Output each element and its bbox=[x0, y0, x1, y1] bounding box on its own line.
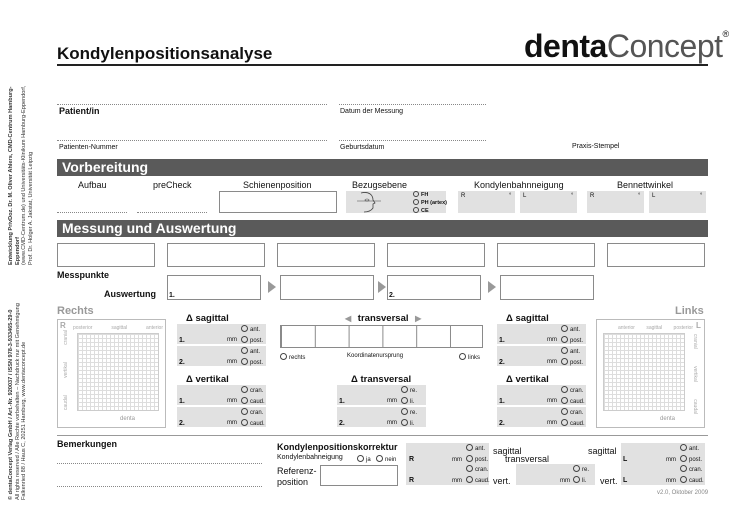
bennett-label: Bennettwinkel bbox=[617, 180, 674, 190]
eval-3-num: 2. bbox=[389, 292, 395, 299]
kondylen-l-deg: ° bbox=[571, 193, 574, 199]
korr-ref-box[interactable] bbox=[320, 465, 398, 486]
left-sag-1-post-radio[interactable] bbox=[561, 336, 568, 343]
right-vert-2-caud-radio[interactable] bbox=[241, 419, 248, 426]
left-vert-2-cran-radio[interactable] bbox=[561, 408, 568, 415]
right-sag-2-post-radio[interactable] bbox=[241, 358, 248, 365]
left-sag-2-post[interactable] bbox=[561, 358, 583, 366]
center-trans-2-num: 2. bbox=[339, 420, 345, 427]
measure-box-2[interactable] bbox=[167, 243, 265, 267]
korr-r-caud-radio[interactable] bbox=[466, 476, 473, 483]
grid-r-logo: denta bbox=[120, 416, 136, 422]
links-option[interactable] bbox=[459, 353, 480, 361]
korr-trans-re-radio[interactable] bbox=[573, 465, 580, 472]
korr-kbn-label: Kondylenbahneigung bbox=[277, 454, 343, 461]
kondylen-l-field[interactable] bbox=[520, 191, 577, 213]
right-sag-1-post-label: post. bbox=[250, 338, 264, 344]
measure-box-5[interactable] bbox=[497, 243, 595, 267]
center-trans-2-re-label: re. bbox=[410, 410, 418, 416]
grid-l-caudal: caudal bbox=[692, 399, 698, 414]
right-sag-1-post-radio[interactable] bbox=[241, 336, 248, 343]
left-sag-1-post-label: post. bbox=[570, 338, 584, 344]
bennett-r-field[interactable] bbox=[587, 191, 644, 213]
grid-r-letter: R bbox=[60, 321, 66, 330]
right-vert-1-caud[interactable] bbox=[241, 397, 265, 405]
left-vert-1-caud[interactable] bbox=[561, 397, 585, 405]
left-vert-1-mm: mm bbox=[547, 398, 557, 404]
face-profile-icon bbox=[355, 191, 383, 213]
precheck-label: preCheck bbox=[153, 180, 192, 190]
korr-sag-label-r: sagittal bbox=[493, 446, 522, 456]
left-vert-1-cran-label: cran. bbox=[570, 388, 584, 394]
center-trans-title: Δ transversal bbox=[351, 374, 412, 385]
birth-label: Geburtsdatum bbox=[340, 144, 385, 151]
korr-sag-label-l: sagittal bbox=[588, 446, 617, 456]
left-vert-1-caud-radio[interactable] bbox=[561, 397, 568, 404]
grid-r-cranial: cranial bbox=[63, 330, 69, 345]
trans-right-arrow-icon: ▶ bbox=[415, 314, 422, 323]
grid-r-side-label bbox=[63, 330, 69, 410]
right-sag-1-mm: mm bbox=[227, 337, 237, 343]
right-vert-1-cran[interactable] bbox=[241, 386, 263, 394]
left-vert-2-caud[interactable] bbox=[561, 419, 585, 427]
links-radio[interactable] bbox=[459, 353, 466, 360]
korr-l-cran[interactable] bbox=[680, 465, 702, 473]
left-sag-2-post-radio[interactable] bbox=[561, 358, 568, 365]
korr-ref-2: position bbox=[277, 477, 309, 487]
brand-logo-b: Concept bbox=[606, 28, 723, 64]
korr-transversal-label: transversal bbox=[505, 454, 550, 464]
bezug-label: Bezugsebene bbox=[352, 180, 408, 190]
korr-l-post-label: post. bbox=[689, 457, 703, 463]
korr-nein-option[interactable] bbox=[376, 455, 396, 463]
links-option-label: links bbox=[468, 355, 481, 361]
right-sag-2-ant[interactable] bbox=[241, 347, 260, 355]
fh-option[interactable] bbox=[413, 191, 428, 199]
right-sag-1-ant-radio[interactable] bbox=[241, 325, 248, 332]
korr-ja-label: ja bbox=[366, 457, 371, 463]
left-vert-2-num: 2. bbox=[499, 420, 505, 427]
korr-r-ant[interactable] bbox=[466, 444, 485, 452]
measure-box-6[interactable] bbox=[607, 243, 705, 267]
left-sag-1-num: 1. bbox=[499, 337, 505, 344]
fh-radio[interactable] bbox=[413, 191, 419, 197]
korr-vert-label-l: vert. bbox=[600, 476, 618, 486]
right-vert-1-cran-label: cran. bbox=[250, 388, 264, 394]
rechts-option-label: rechts bbox=[289, 355, 306, 361]
left-vert-1-num: 1. bbox=[499, 398, 505, 405]
left-sag-2-mm: mm bbox=[547, 359, 557, 365]
aufbau-label: Aufbau bbox=[78, 180, 107, 190]
left-sag-1-ant[interactable] bbox=[561, 325, 580, 333]
brand-logo-a: denta bbox=[524, 28, 607, 64]
side-development bbox=[8, 65, 34, 265]
grid-r-vertikal: vertikal bbox=[63, 362, 69, 378]
page-title: Kondylenpositionsanalyse bbox=[57, 44, 273, 63]
kondylen-l-letter: L bbox=[523, 193, 527, 199]
rechts-radio[interactable] bbox=[280, 353, 287, 360]
korr-l-ant-radio[interactable] bbox=[680, 444, 687, 451]
side-line-6: Falkenried 88 / Haus C, 20251 Hamburg, www.dentaconcept.de bbox=[21, 341, 28, 500]
stamp-label: Praxis-Stempel bbox=[572, 143, 620, 150]
right-sag-1-num: 1. bbox=[179, 337, 185, 344]
left-sag-2-ant[interactable] bbox=[561, 347, 580, 355]
ce-radio[interactable] bbox=[413, 207, 419, 213]
korr-l-cran-radio[interactable] bbox=[680, 465, 687, 472]
side-line-2: (www.CMD-Centrum.de) und Universitäts-Klinikum Hamburg-Eppendorf, bbox=[21, 85, 28, 265]
left-vert-1-cran[interactable] bbox=[561, 386, 583, 394]
transversal-scale bbox=[280, 325, 483, 348]
eval-box-4[interactable] bbox=[500, 275, 594, 300]
trans-left-arrow-icon: ◀ bbox=[345, 314, 352, 323]
links-label: Links bbox=[675, 305, 704, 317]
eval-box-2[interactable] bbox=[280, 275, 374, 300]
right-vert-2-cran-radio[interactable] bbox=[241, 408, 248, 415]
koord-label: Koordinatenursprung bbox=[347, 353, 404, 359]
left-vert-title: Δ vertikal bbox=[506, 374, 549, 385]
eval-box-3[interactable] bbox=[387, 275, 481, 300]
ph-option[interactable] bbox=[413, 199, 447, 207]
left-sag-2-post-label: post. bbox=[570, 360, 584, 366]
right-sag-2-num: 2. bbox=[179, 359, 185, 366]
center-trans-1-num: 1. bbox=[339, 398, 345, 405]
patient-line[interactable] bbox=[57, 104, 327, 105]
center-trans-1-re-label: re. bbox=[410, 388, 418, 394]
center-trans-2-li[interactable] bbox=[401, 419, 414, 427]
right-sag-2-post[interactable] bbox=[241, 358, 263, 366]
grid-l-logo: denta bbox=[660, 416, 676, 422]
right-sag-1-ant[interactable] bbox=[241, 325, 260, 333]
right-vert-1-cran-radio[interactable] bbox=[241, 386, 248, 393]
ce-option[interactable] bbox=[413, 207, 429, 215]
measure-box-4[interactable] bbox=[387, 243, 485, 267]
right-vert-2-cran-label: cran. bbox=[250, 410, 264, 416]
right-sag-2-mm: mm bbox=[227, 359, 237, 365]
center-trans-2-li-radio[interactable] bbox=[401, 419, 408, 426]
side-line-3: Prof. Dr. Holger A. Jakstat, Universität Leipzig bbox=[27, 151, 34, 265]
grid-l-letter: L bbox=[696, 321, 701, 330]
grid-l-vertikal: vertikal bbox=[692, 366, 698, 382]
grid-r-mesh bbox=[77, 333, 159, 411]
grid-r-caudal: caudal bbox=[63, 395, 69, 410]
center-trans-1-re-radio[interactable] bbox=[401, 386, 408, 393]
korr-nein-radio[interactable] bbox=[376, 455, 383, 462]
korr-r-sag-letter: R bbox=[409, 456, 415, 463]
left-vert-2-caud-radio[interactable] bbox=[561, 419, 568, 426]
ce-label: CE bbox=[421, 208, 429, 214]
section-vorbereitung: Vorbereitung bbox=[57, 159, 708, 176]
grid-l-anterior: anterior bbox=[618, 325, 635, 331]
korr-r-caud[interactable] bbox=[466, 476, 490, 484]
birth-line[interactable] bbox=[339, 140, 486, 141]
left-vert-1-caud-label: caud. bbox=[570, 399, 585, 405]
korr-r-cran[interactable] bbox=[466, 465, 488, 473]
korr-trans-mm: mm bbox=[560, 478, 570, 484]
kondylen-r-letter: R bbox=[461, 193, 466, 199]
korr-vert-label-r: vert. bbox=[493, 476, 511, 486]
transversal-title bbox=[345, 314, 421, 324]
korr-l-vert-letter: L bbox=[623, 477, 628, 484]
korr-title: Kondylenpositionskorrektur bbox=[277, 442, 398, 452]
section-messung: Messung und Auswertung bbox=[57, 220, 708, 237]
bennett-l-deg: ° bbox=[700, 193, 703, 199]
korr-trans-li-label: li. bbox=[582, 478, 587, 484]
schiene-label: Schienenposition bbox=[243, 180, 312, 190]
bemerkungen-label: Bemerkungen bbox=[57, 439, 118, 449]
bemerkungen-line-1[interactable] bbox=[57, 463, 262, 464]
ph-label: PH (artex) bbox=[421, 200, 447, 206]
grid-l-posterior: posterior bbox=[673, 325, 693, 331]
korr-r-cran-radio[interactable] bbox=[466, 465, 473, 472]
right-sag-1-post[interactable] bbox=[241, 336, 263, 344]
right-vert-1-num: 1. bbox=[179, 398, 185, 405]
korr-trans-li[interactable] bbox=[573, 476, 586, 484]
rechts-option[interactable] bbox=[280, 353, 305, 361]
brand-reg: ® bbox=[722, 29, 729, 39]
arrow-right-icon bbox=[378, 281, 386, 293]
right-sag-1-ant-label: ant. bbox=[250, 327, 261, 333]
center-trans-1-re[interactable] bbox=[401, 386, 417, 394]
center-trans-2-re[interactable] bbox=[401, 408, 417, 416]
center-trans-1-li-label: li. bbox=[410, 399, 415, 405]
left-sag-1-ant-label: ant. bbox=[570, 327, 581, 333]
left-sag-1-mm: mm bbox=[547, 337, 557, 343]
left-sag-1-ant-radio[interactable] bbox=[561, 325, 568, 332]
center-trans-2-mm: mm bbox=[387, 420, 397, 426]
left-vert-2-cran[interactable] bbox=[561, 408, 583, 416]
left-vert-2-caud-label: caud. bbox=[570, 421, 585, 427]
korr-r-caud-label: caud. bbox=[475, 478, 490, 484]
grid-r-anterior: anterior bbox=[146, 325, 163, 331]
auswertung-label: Auswertung bbox=[104, 289, 157, 299]
korr-r-ant-label: ant. bbox=[475, 446, 486, 452]
bennett-l-field[interactable] bbox=[649, 191, 706, 213]
korr-trans-li-radio[interactable] bbox=[573, 476, 580, 483]
arrow-right-icon bbox=[268, 281, 276, 293]
korr-trans-re[interactable] bbox=[573, 465, 589, 473]
measure-box-1[interactable] bbox=[57, 243, 155, 267]
grid-r-posterior: posterior bbox=[73, 325, 93, 331]
korr-ja-option[interactable] bbox=[357, 455, 371, 463]
bennett-r-deg: ° bbox=[638, 193, 641, 199]
right-vert-1-caud-label: caud. bbox=[250, 399, 265, 405]
right-sag-2-post-label: post. bbox=[250, 360, 264, 366]
date-line[interactable] bbox=[339, 104, 486, 105]
bemerkungen-line-2[interactable] bbox=[57, 486, 262, 487]
left-sag-title: Δ sagittal bbox=[506, 313, 549, 324]
kondylen-r-field[interactable] bbox=[458, 191, 515, 213]
korr-l-caud-label: caud. bbox=[689, 478, 704, 484]
side-line-1: Entwicklung PrivDoz. Dr. M. Oliver Ahlers, CMD-Centrum Hamburg-Eppendorf bbox=[8, 86, 21, 265]
korr-l-post-radio[interactable] bbox=[680, 455, 687, 462]
messpunkte-label: Messpunkte bbox=[57, 270, 110, 280]
korr-r-cran-label: cran. bbox=[475, 467, 489, 473]
center-trans-1-mm: mm bbox=[387, 398, 397, 404]
korr-r-sag-mm: mm bbox=[452, 457, 462, 463]
version-label: v2.0, Oktober 2009 bbox=[657, 490, 709, 496]
grid-l-cranial: cranial bbox=[692, 334, 698, 349]
korr-r-vert-letter: R bbox=[409, 477, 415, 484]
left-sag-1-post[interactable] bbox=[561, 336, 583, 344]
fh-label: FH bbox=[421, 192, 429, 198]
side-line-5: All rights reserved / Alle Rechte vorbehalten – Nachdruck nur mit Genehmigung bbox=[14, 303, 21, 500]
kondylen-label: Kondylenbahnneigung bbox=[474, 180, 564, 190]
eval-1-num: 1. bbox=[169, 292, 175, 299]
eval-box-1[interactable] bbox=[167, 275, 261, 300]
grid-r-top-label bbox=[73, 325, 163, 331]
korr-r-vert-mm: mm bbox=[452, 478, 462, 484]
left-sag-2-ant-label: ant. bbox=[570, 349, 581, 355]
left-vert-2-cran-label: cran. bbox=[570, 410, 584, 416]
korr-r-post[interactable] bbox=[466, 455, 488, 463]
right-sag-2-ant-radio[interactable] bbox=[241, 347, 248, 354]
center-trans-1-li[interactable] bbox=[401, 397, 414, 405]
right-vert-2-caud[interactable] bbox=[241, 419, 265, 427]
korr-l-sag-letter: L bbox=[623, 456, 628, 463]
korr-r-post-label: post. bbox=[475, 457, 489, 463]
ph-radio[interactable] bbox=[413, 199, 419, 205]
bemerkungen-rule bbox=[57, 435, 708, 436]
korr-l-caud-radio[interactable] bbox=[680, 476, 687, 483]
brand-logo bbox=[524, 30, 729, 62]
right-vert-2-caud-label: caud. bbox=[250, 421, 265, 427]
korr-l-ant-label: ant. bbox=[689, 446, 700, 452]
grid-l-top-label bbox=[618, 325, 693, 331]
number-line[interactable] bbox=[57, 140, 327, 141]
right-vert-1-mm: mm bbox=[227, 398, 237, 404]
rechts-label: Rechts bbox=[57, 305, 94, 317]
right-vert-1-caud-radio[interactable] bbox=[241, 397, 248, 404]
korr-l-caud[interactable] bbox=[680, 476, 704, 484]
korr-r-ant-radio[interactable] bbox=[466, 444, 473, 451]
korr-l-cran-label: cran. bbox=[689, 467, 703, 473]
right-vert-2-num: 2. bbox=[179, 420, 185, 427]
korr-trans-re-label: re. bbox=[582, 467, 590, 473]
right-vert-title: Δ vertikal bbox=[186, 374, 229, 385]
right-sag-2-ant-label: ant. bbox=[250, 349, 261, 355]
grid-l-sagittal: sagittal bbox=[646, 325, 663, 331]
patient-label: Patient/in bbox=[59, 106, 100, 116]
center-trans-1-li-radio[interactable] bbox=[401, 397, 408, 404]
bennett-l-letter: L bbox=[652, 193, 656, 199]
bennett-r-letter: R bbox=[590, 193, 595, 199]
number-label: Patienten-Nummer bbox=[59, 144, 118, 151]
date-label: Datum der Messung bbox=[340, 108, 404, 115]
precheck-line[interactable] bbox=[137, 212, 207, 213]
aufbau-line[interactable] bbox=[57, 212, 127, 213]
korr-ja-radio[interactable] bbox=[357, 455, 364, 462]
left-sag-2-ant-radio[interactable] bbox=[561, 347, 568, 354]
kondylen-r-deg: ° bbox=[509, 193, 512, 199]
grid-l-mesh bbox=[603, 333, 685, 411]
left-sag-2-num: 2. bbox=[499, 359, 505, 366]
arrow-right-icon bbox=[488, 281, 496, 293]
grid-l-side-label bbox=[692, 334, 698, 414]
korr-l-post[interactable] bbox=[680, 455, 702, 463]
korr-ref-1: Referenz- bbox=[277, 466, 317, 476]
right-vert-2-cran[interactable] bbox=[241, 408, 263, 416]
side-line-4: © dentaConcept Verlag GmbH / Art.-Nr. 920037 / ISSN 978-3-933465-29-0 bbox=[8, 309, 14, 500]
schiene-box[interactable] bbox=[219, 191, 337, 213]
grid-r-sagittal: sagittal bbox=[111, 325, 128, 331]
korr-l-ant[interactable] bbox=[680, 444, 699, 452]
korr-l-vert-mm: mm bbox=[666, 478, 676, 484]
center-trans-2-li-label: li. bbox=[410, 421, 415, 427]
korr-r-post-radio[interactable] bbox=[466, 455, 473, 462]
center-trans-2-re-radio[interactable] bbox=[401, 408, 408, 415]
left-vert-1-cran-radio[interactable] bbox=[561, 386, 568, 393]
korr-l-sag-mm: mm bbox=[666, 457, 676, 463]
left-vert-2-mm: mm bbox=[547, 420, 557, 426]
measure-box-3[interactable] bbox=[277, 243, 375, 267]
right-vert-2-mm: mm bbox=[227, 420, 237, 426]
title-rule bbox=[57, 64, 708, 66]
transversal-title-label: transversal bbox=[357, 313, 409, 324]
right-sag-title: Δ sagittal bbox=[186, 313, 229, 324]
korr-nein-label: nein bbox=[385, 457, 397, 463]
